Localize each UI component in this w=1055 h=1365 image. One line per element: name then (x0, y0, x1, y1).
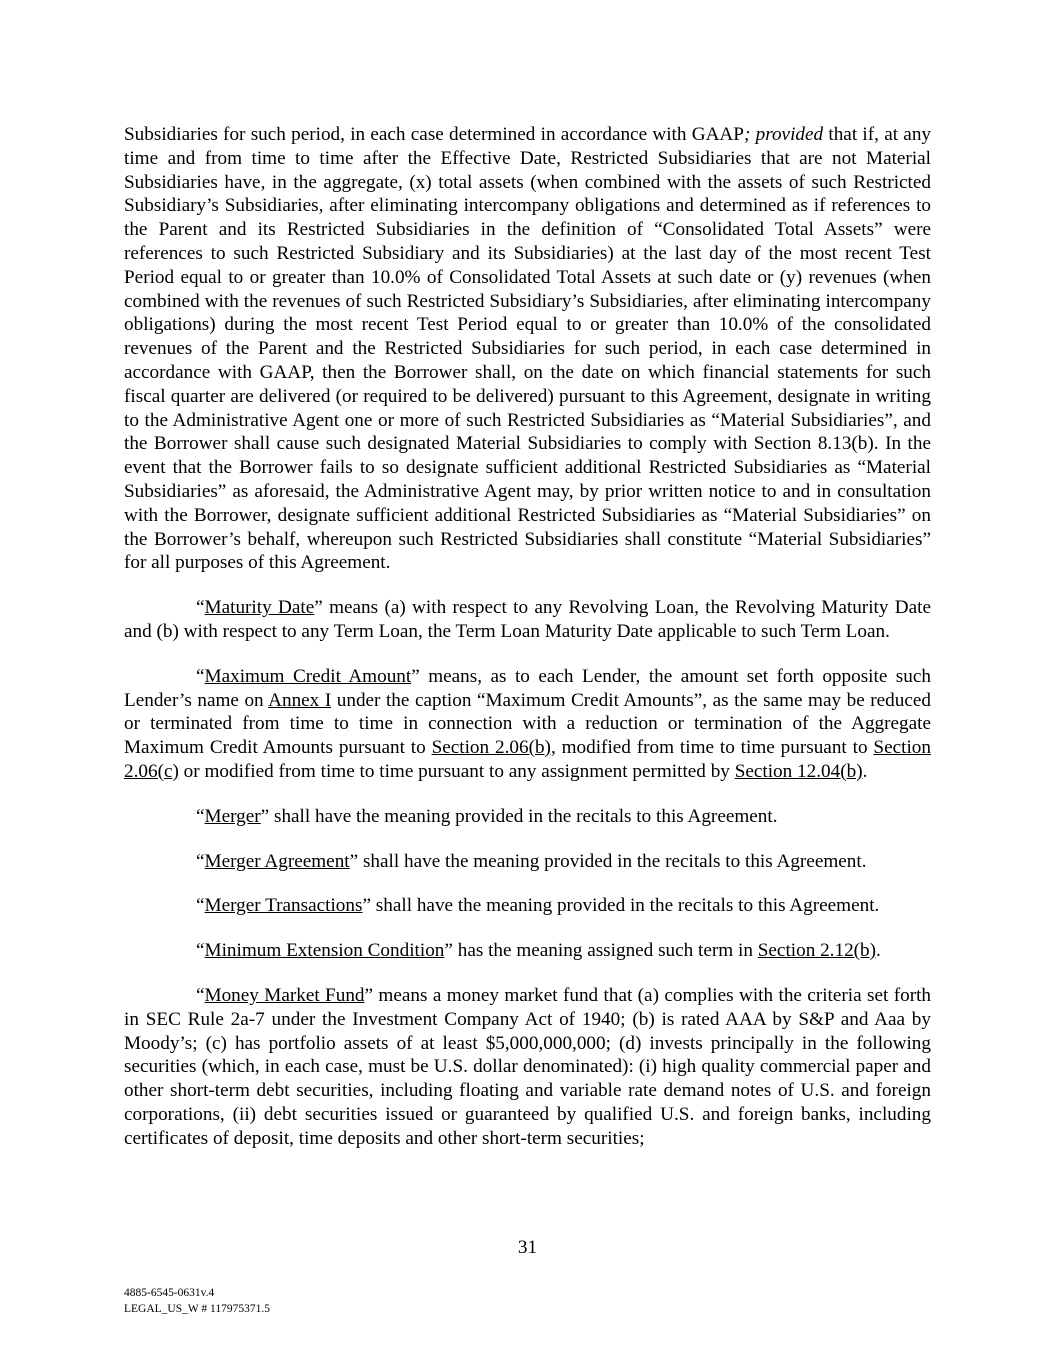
provided-italic: ; provided (743, 124, 824, 145)
definition-maturity-date: “Maturity Date” means (a) with respect to any Revolving Loan, the Revolving Maturity Date and (b) with respect to any Term Loan, the Term Loan Maturity Date applicable to such Term Loan. (124, 597, 931, 642)
defined-term: Merger (204, 805, 261, 827)
defined-term: Maturity Date (204, 597, 315, 619)
page-number: 31 (517, 1237, 538, 1258)
defined-term: Minimum Extension Condition (204, 940, 445, 962)
body-text (124, 123, 931, 1150)
cross-reference: Section 2.06(c) (124, 737, 931, 782)
cross-reference: Section 2.06(b) (431, 737, 551, 759)
definition-maximum-credit-amount: “Maximum Credit Amount” means, as to each Lender, the amount set forth opposite such Lender’s name on Annex I under the caption “Maximum Credit Amounts”, as the same may be reduced or terminated from time to time in connection with a reduction or termination of the Aggregate Maximum Credit Amounts pursuant to Section 2.06(b), modified from time to time pursuant to Section 2.06(c) or modified from time to time pursuant to any assignment permitted by Section 12.04(b). (124, 665, 931, 782)
defined-term: Merger Agreement (204, 850, 350, 872)
footer-legal-id: LEGAL_US_W # 117975371.5 (124, 1302, 270, 1315)
document-footer (124, 1286, 270, 1317)
footer-doc-id: 4885-6545-0631v.4 (124, 1287, 215, 1299)
defined-term: Merger Transactions (204, 895, 363, 917)
defined-term: Maximum Credit Amount (204, 665, 412, 687)
definition-merger: “Merger” shall have the meaning provided in the recitals to this Agreement. (196, 805, 778, 827)
intro-paragraph: Subsidiaries for such period, in each case determined in accordance with GAAP; provided that if, at any time and from time to time after the Effective Date, Restricted Subsidiaries that are not Material Subsidiaries have, in the aggregate, (x) total assets (when combined with the assets of such Restricted Subsidiary’s Subsidiaries, after eliminating intercompany obligations and determined as if references to the Parent and its Restricted Subsidiaries in the definition of “Consolidated Total Assets” were references to such Restricted Subsidiary and its Subsidiaries) at the last day of the most recent Test Period equal to or greater than 10.0% of Consolidated Total Assets at such date or (y) revenues (when combined with the revenues of such Restricted Subsidiary’s Subsidiaries, after eliminating intercompany obligations) during the most recent Test Period equal to or greater than 10.0% of the consolidated revenues of the Parent and the Restricted Subsidiaries for such period, in each case determined in accordance with GAAP, then the Borrower shall, on the date on which financial statements for such fiscal quarter are delivered (or required to be delivered) pursuant to this Agreement, designate in writing to the Administrative Agent one or more of such Restricted Subsidiaries as “Material Subsidiaries”, and the Borrower shall cause such designated Material Subsidiaries to comply with Section 8.13(b). In the event that the Borrower fails to so designate sufficient additional Restricted Subsidiaries as “Material Subsidiaries” as aforesaid, the Administrative Agent may, by prior written notice to and in consultation with the Borrower, designate sufficient additional Restricted Subsidiaries as “Material Subsidiaries” on the Borrower’s behalf, whereupon such Restricted Subsidiaries shall constitute “Material Subsidiaries” for all purposes of this Agreement. (124, 124, 932, 574)
definition-minimum-extension-condition: “Minimum Extension Condition” has the meaning assigned such term in Section 2.12(b). (196, 940, 881, 962)
cross-reference: Section 12.04(b) (734, 760, 863, 782)
definition-money-market-fund: “Money Market Fund” means a money market fund that (a) complies with the criteria set forth in SEC Rule 2a-7 under the Investment Company Act of 1940; (b) is rated AAA by S&P and Aaa by Moody’s; (c) has portfolio assets of at least $5,000,000,000; (d) invests principally in the following securities (which, in each case, must be U.S. dollar denominated): (i) high quality commercial paper and other short-term debt securities, including floating and variable rate demand notes of U.S. and foreign corporations, (ii) debt securities issued or guaranteed by qualified U.S. and foreign banks, including certificates of deposit, time deposits and other short-term securities; (124, 984, 932, 1149)
cross-reference: Annex I (268, 689, 332, 711)
definition-merger-transactions: “Merger Transactions” shall have the meaning provided in the recitals to this Agreement. (196, 895, 880, 917)
cross-reference: Section 2.12(b) (757, 940, 877, 962)
defined-term: Money Market Fund (204, 984, 365, 1006)
definition-merger-agreement: “Merger Agreement” shall have the meaning provided in the recitals to this Agreement. (196, 850, 867, 872)
